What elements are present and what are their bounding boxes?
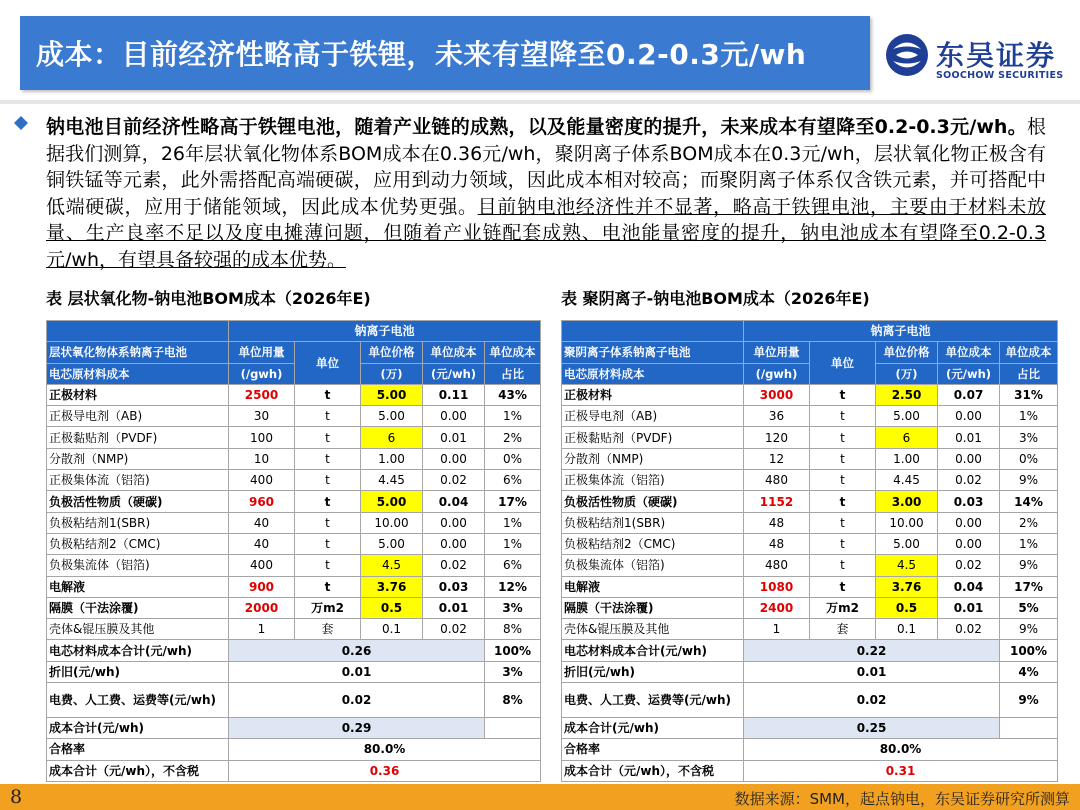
cost-cell: 0.02 [423,555,485,576]
cost-cell: 0.00 [938,533,1000,554]
cost-cell: 0.02 [938,470,1000,491]
unit-header: 单位 [810,342,876,385]
material-name-cell: 电解液 [562,576,744,597]
cost-cell: 0.00 [423,533,485,554]
material-name-cell: 分散剂（NMP) [562,448,744,469]
final-cost-value-cell: 0.36 [229,760,541,781]
material-name-cell: 壳体&锟压膜及其他 [47,619,229,640]
cost-cell: 0.01 [423,427,485,448]
subtotal-row [562,640,1058,661]
unit-cell: t [295,384,361,405]
material-cost-header: 电芯原材料成本 [562,363,744,384]
yield-value-cell: 80.0% [744,739,1058,760]
usage-cell: 48 [744,533,810,554]
cost-cell: 0.01 [423,597,485,618]
depreciation-label-cell: 折旧(元/wh) [562,661,744,682]
material-name-cell: 正极集体流（铝箔) [562,470,744,491]
price-cell: 0.1 [361,619,423,640]
material-name-cell: 正极材料 [562,384,744,405]
summary-paragraph [46,114,1046,273]
usage-cell: 12 [744,448,810,469]
price-header: 单位价格 [361,342,423,363]
misc-cost-row [47,683,541,718]
usage-unit-header: (/gwh) [744,363,810,384]
usage-cell: 2400 [744,597,810,618]
material-name-cell: 壳体&锟压膜及其他 [562,619,744,640]
price-cell: 10.00 [876,512,938,533]
price-cell: 5.00 [361,384,423,405]
unit-cell: t [295,406,361,427]
usage-cell: 2000 [229,597,295,618]
usage-unit-header: (/gwh) [229,363,295,384]
share-cell: 43% [485,384,541,405]
material-name-cell: 正极导电剂（AB) [47,406,229,427]
unit-cell: 套 [295,619,361,640]
share-cell: 14% [1000,491,1058,512]
subtotal-label-cell: 电芯材料成本合计(元/wh) [562,640,744,661]
system-name-header: 层状氧化物体系钠离子电池 [47,342,229,363]
cost-cell: 0.02 [938,555,1000,576]
depreciation-share-cell: 4% [1000,661,1058,682]
table-row [562,619,1058,640]
subtotal-share-cell: 100% [1000,640,1058,661]
usage-cell: 960 [229,491,295,512]
unit-cell: t [810,384,876,405]
unit-header: 单位 [295,342,361,385]
price-cell: 4.45 [876,470,938,491]
price-cell: 1.00 [361,448,423,469]
yield-value-cell: 80.0% [229,739,541,760]
table-row [562,512,1058,533]
cost-cell: 0.03 [938,491,1000,512]
title-bar [20,16,870,90]
unit-cell: 万m2 [810,597,876,618]
total-value-cell: 0.29 [229,718,485,739]
price-cell: 5.00 [876,533,938,554]
share-cell: 0% [485,448,541,469]
table-row [47,555,541,576]
yield-row [47,739,541,760]
yield-label-cell: 合格率 [562,739,744,760]
material-name-cell: 电解液 [47,576,229,597]
total-label-cell: 成本合计(元/wh) [562,718,744,739]
unit-cell: t [810,533,876,554]
subtotal-row [47,640,541,661]
table-row [562,427,1058,448]
misc-cost-row [562,683,1058,718]
share-cell: 1% [485,533,541,554]
summary-plain-text: 根据我们测算，26年层状氧化物体系BOM成本在0.36元/wh，聚阴离子体系BOM成本在0.3元/wh，层状氧化物正极含有铜铁锰等元素，此外需搭配高端硬碳，应用到动力领域，因此成本相对较高；而聚阴离子体系仅含铁元素，并可搭配中低端硬碳，应用于储能领域，因此成本优势更强。 [46,116,1046,218]
unit-cell: t [810,512,876,533]
price-cell: 10.00 [361,512,423,533]
table-header-row-1 [562,342,1058,363]
unit-cell: t [295,491,361,512]
group-header-cell: 钠离子电池 [744,321,1058,342]
share-cell: 1% [1000,533,1058,554]
cost-unit-header: (元/wh) [423,363,485,384]
usage-cell: 1 [744,619,810,640]
yield-row [562,739,1058,760]
usage-header: 单位用量 [229,342,295,363]
usage-cell: 3000 [744,384,810,405]
unit-cell: t [295,470,361,491]
material-name-cell: 负极活性物质（硬碳) [562,491,744,512]
bom-table-layered-oxide [46,320,541,782]
material-name-cell: 正极黏贴剂（PVDF) [562,427,744,448]
share-cell: 3% [485,597,541,618]
logo-chinese-name: 东吴证券 [936,39,1057,72]
table-row [562,448,1058,469]
cost-cell: 0.03 [423,576,485,597]
price-cell: 3.76 [361,576,423,597]
table-row [562,597,1058,618]
cost-cell: 0.01 [938,427,1000,448]
unit-cell: t [810,491,876,512]
final-cost-label-cell: 成本合计（元/wh），不含税 [47,760,229,781]
share-cell: 6% [485,470,541,491]
unit-cell: t [810,470,876,491]
cost-cell: 0.00 [938,448,1000,469]
price-cell: 6 [361,427,423,448]
usage-cell: 40 [229,512,295,533]
share-cell: 9% [1000,555,1058,576]
price-cell: 1.00 [876,448,938,469]
price-cell: 0.5 [361,597,423,618]
price-cell: 4.5 [361,555,423,576]
price-unit-header: (万) [361,363,423,384]
total-value-cell: 0.25 [744,718,1000,739]
logo-english-name: SOOCHOW SECURITIES [936,70,1064,81]
cost-unit-header: (元/wh) [938,363,1000,384]
depreciation-label-cell: 折旧(元/wh) [47,661,229,682]
material-name-cell: 负极集流体（铝箔) [562,555,744,576]
misc-cost-share-cell: 8% [485,683,541,718]
unit-cell: t [295,427,361,448]
usage-cell: 480 [744,470,810,491]
table-row [47,448,541,469]
share-cell: 17% [1000,576,1058,597]
table-header-row-2 [47,363,541,384]
usage-cell: 36 [744,406,810,427]
table-row [47,597,541,618]
share-cell: 6% [485,555,541,576]
misc-cost-share-cell: 9% [1000,683,1058,718]
soochow-logo-icon [884,32,930,78]
depreciation-share-cell: 3% [485,661,541,682]
yield-label-cell: 合格率 [47,739,229,760]
depreciation-row [47,661,541,682]
material-name-cell: 负极活性物质（硬碳) [47,491,229,512]
table-row [562,576,1058,597]
subtotal-value-cell: 0.26 [229,640,485,661]
material-name-cell: 分散剂（NMP) [47,448,229,469]
table-row [562,470,1058,491]
usage-cell: 900 [229,576,295,597]
usage-cell: 1152 [744,491,810,512]
table-header-row-1 [47,342,541,363]
unit-cell: t [810,427,876,448]
header-blank-cell [562,321,744,342]
total-blank-cell [485,718,541,739]
final-cost-row [562,760,1058,781]
table-group-header-row [47,321,541,342]
price-cell: 3.00 [876,491,938,512]
share-cell: 1% [485,406,541,427]
company-logo [884,30,1064,90]
price-cell: 5.00 [361,491,423,512]
price-cell: 2.50 [876,384,938,405]
depreciation-value-cell: 0.01 [229,661,485,682]
table-row [562,555,1058,576]
unit-cell: t [810,555,876,576]
unit-cell: t [810,576,876,597]
share-cell: 9% [1000,470,1058,491]
diamond-bullet-icon [14,116,28,130]
usage-cell: 30 [229,406,295,427]
cost-cell: 0.01 [938,597,1000,618]
usage-cell: 480 [744,555,810,576]
unit-cell: t [295,448,361,469]
table-caption-layered-oxide: 表 层状氧化物-钠电池BOM成本（2026年E) [46,289,371,308]
material-name-cell: 负极粘结剂1(SBR) [562,512,744,533]
summary-underlined-text: 目前钠电池经济性并不显著，略高于铁锂电池，主要由于材料未放量、生产良率不足以及度电摊薄问题，但随着产业链配套成熟、电池能量密度的提升，钠电池成本有望降至0.2-0.3元/wh，有望具备较强的成本优势。 [46,195,1046,271]
table-row [47,512,541,533]
table-caption-polyanion: 表 聚阴离子-钠电池BOM成本（2026年E) [561,289,870,308]
cost-cell: 0.02 [423,470,485,491]
share-cell: 1% [1000,406,1058,427]
group-header-cell: 钠离子电池 [229,321,541,342]
misc-cost-label-cell: 电费、人工费、运费等(元/wh) [47,683,229,718]
table-row [562,533,1058,554]
table-row [562,384,1058,405]
misc-cost-label-cell: 电费、人工费、运费等(元/wh) [562,683,744,718]
page-number: 8 [10,786,23,808]
material-name-cell: 正极导电剂（AB) [562,406,744,427]
table-row [47,619,541,640]
price-cell: 4.5 [876,555,938,576]
usage-cell: 2500 [229,384,295,405]
unit-cell: t [295,555,361,576]
cost-cell: 0.02 [423,619,485,640]
material-name-cell: 负极粘结剂2（CMC) [47,533,229,554]
usage-cell: 100 [229,427,295,448]
misc-cost-value-cell: 0.02 [744,683,1000,718]
table-row [562,406,1058,427]
total-blank-cell [1000,718,1058,739]
unit-cell: t [295,576,361,597]
share-label-header: 占比 [1000,363,1058,384]
total-row [562,718,1058,739]
cost-cell: 0.00 [938,406,1000,427]
usage-cell: 1080 [744,576,810,597]
share-cell: 0% [1000,448,1058,469]
usage-cell: 48 [744,512,810,533]
share-header: 单位成本 [485,342,541,363]
unit-cell: t [810,406,876,427]
material-name-cell: 负极粘结剂1(SBR) [47,512,229,533]
price-cell: 5.00 [361,406,423,427]
table-row [47,406,541,427]
unit-cell: t [295,533,361,554]
subtotal-share-cell: 100% [485,640,541,661]
share-cell: 12% [485,576,541,597]
material-name-cell: 正极黏贴剂（PVDF) [47,427,229,448]
material-name-cell: 隔膜（干法涂覆) [47,597,229,618]
price-cell: 0.5 [876,597,938,618]
share-cell: 3% [1000,427,1058,448]
title-divider [0,100,1080,104]
table-row [47,491,541,512]
share-cell: 31% [1000,384,1058,405]
cost-cell: 0.00 [423,512,485,533]
cost-header: 单位成本 [938,342,1000,363]
unit-cell: t [810,448,876,469]
table-row [47,427,541,448]
cost-cell: 0.04 [938,576,1000,597]
usage-cell: 400 [229,555,295,576]
subtotal-label-cell: 电芯材料成本合计(元/wh) [47,640,229,661]
material-name-cell: 隔膜（干法涂覆) [562,597,744,618]
cost-cell: 0.04 [423,491,485,512]
bom-table-polyanion [561,320,1058,782]
share-label-header: 占比 [485,363,541,384]
share-cell: 2% [485,427,541,448]
page-title: 成本：目前经济性略高于铁锂，未来有望降至0.2-0.3元/wh [36,38,807,71]
table-row [47,470,541,491]
share-cell: 2% [1000,512,1058,533]
price-unit-header: (万) [876,363,938,384]
share-cell: 17% [485,491,541,512]
cost-cell: 0.02 [938,619,1000,640]
final-cost-row [47,760,541,781]
usage-cell: 1 [229,619,295,640]
summary-bold-text: 钠电池目前经济性略高于铁锂电池，随着产业链的成熟，以及能量密度的提升，未来成本有望降至0.2-0.3元/wh。 [46,116,1027,138]
cost-cell: 0.00 [938,512,1000,533]
usage-header: 单位用量 [744,342,810,363]
data-source-note: 数据来源：SMM，起点钠电，东吴证券研究所测算 [734,790,1070,808]
total-label-cell: 成本合计(元/wh) [47,718,229,739]
final-cost-value-cell: 0.31 [744,760,1058,781]
unit-cell: 套 [810,619,876,640]
cost-cell: 0.11 [423,384,485,405]
depreciation-value-cell: 0.01 [744,661,1000,682]
table-row [47,533,541,554]
price-header: 单位价格 [876,342,938,363]
unit-cell: 万m2 [295,597,361,618]
cost-cell: 0.00 [423,448,485,469]
material-name-cell: 正极材料 [47,384,229,405]
price-cell: 5.00 [361,533,423,554]
material-name-cell: 负极粘结剂2（CMC) [562,533,744,554]
final-cost-label-cell: 成本合计（元/wh），不含税 [562,760,744,781]
header-blank-cell [47,321,229,342]
usage-cell: 40 [229,533,295,554]
material-name-cell: 正极集体流（铝箔) [47,470,229,491]
usage-cell: 10 [229,448,295,469]
usage-cell: 400 [229,470,295,491]
price-cell: 5.00 [876,406,938,427]
price-cell: 0.1 [876,619,938,640]
table-row [47,384,541,405]
price-cell: 3.76 [876,576,938,597]
unit-cell: t [295,512,361,533]
share-cell: 9% [1000,619,1058,640]
cost-cell: 0.07 [938,384,1000,405]
total-row [47,718,541,739]
misc-cost-value-cell: 0.02 [229,683,485,718]
table-row [562,491,1058,512]
share-header: 单位成本 [1000,342,1058,363]
material-name-cell: 负极集流体（铝箔) [47,555,229,576]
share-cell: 8% [485,619,541,640]
cost-header: 单位成本 [423,342,485,363]
depreciation-row [562,661,1058,682]
table-group-header-row [562,321,1058,342]
price-cell: 4.45 [361,470,423,491]
share-cell: 1% [485,512,541,533]
cost-cell: 0.00 [423,406,485,427]
system-name-header: 聚阴离子体系钠离子电池 [562,342,744,363]
table-row [47,576,541,597]
usage-cell: 120 [744,427,810,448]
share-cell: 5% [1000,597,1058,618]
subtotal-value-cell: 0.22 [744,640,1000,661]
material-cost-header: 电芯原材料成本 [47,363,229,384]
price-cell: 6 [876,427,938,448]
